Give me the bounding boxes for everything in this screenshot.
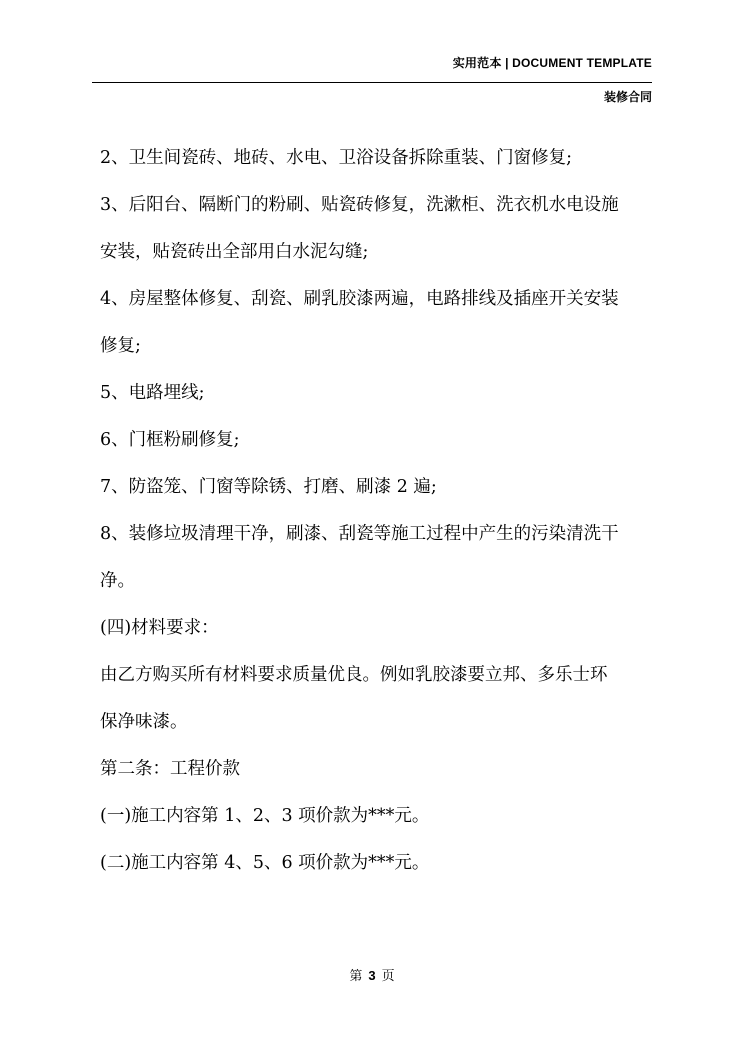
body-line: 4、房屋整体修复、刮瓷、刷乳胶漆两遍，电路排线及插座开关安装 [100,289,619,309]
body-line: 修复; [100,336,141,356]
header-title: 实用范本 | DOCUMENT TEMPLATE [452,56,652,70]
page-footer [0,965,744,984]
body-line: 7、防盗笼、门窗等除锈、打磨、刷漆 2 遍; [100,477,437,497]
body-line: (二)施工内容第 4、5、6 项价款为***元。 [100,853,430,873]
body-line: 由乙方购买所有材料要求质量优良。例如乳胶漆要立邦、多乐士环 [100,665,608,685]
document-body [100,135,660,887]
body-line: 6、门框粉刷修复; [100,430,240,450]
page-label-suffix: 页 [381,969,395,984]
body-line: 安装，贴瓷砖出全部用白水泥勾缝; [100,242,369,262]
article-heading: 第二条：工程价款 [100,759,240,779]
body-line: 8、装修垃圾清理干净，刷漆、刮瓷等施工过程中产生的污染清洗干 [100,524,619,544]
header-subtitle: 装修合同 [603,90,652,104]
header-divider [92,82,652,83]
page-label-prefix: 第 [349,969,363,984]
body-line: 2、卫生间瓷砖、地砖、水电、卫浴设备拆除重装、门窗修复; [100,148,573,168]
body-line: 5、电路埋线; [100,383,205,403]
page-number: 3 [368,968,376,983]
body-line: (一)施工内容第 1、2、3 项价款为***元。 [100,806,430,826]
body-line: 3、后阳台、隔断门的粉刷、贴瓷砖修复，洗漱柜、洗衣机水电设施 [100,195,619,215]
body-line: 保净味漆。 [100,712,188,732]
body-line: 净。 [100,571,135,591]
section-heading: (四)材料要求： [100,618,219,638]
